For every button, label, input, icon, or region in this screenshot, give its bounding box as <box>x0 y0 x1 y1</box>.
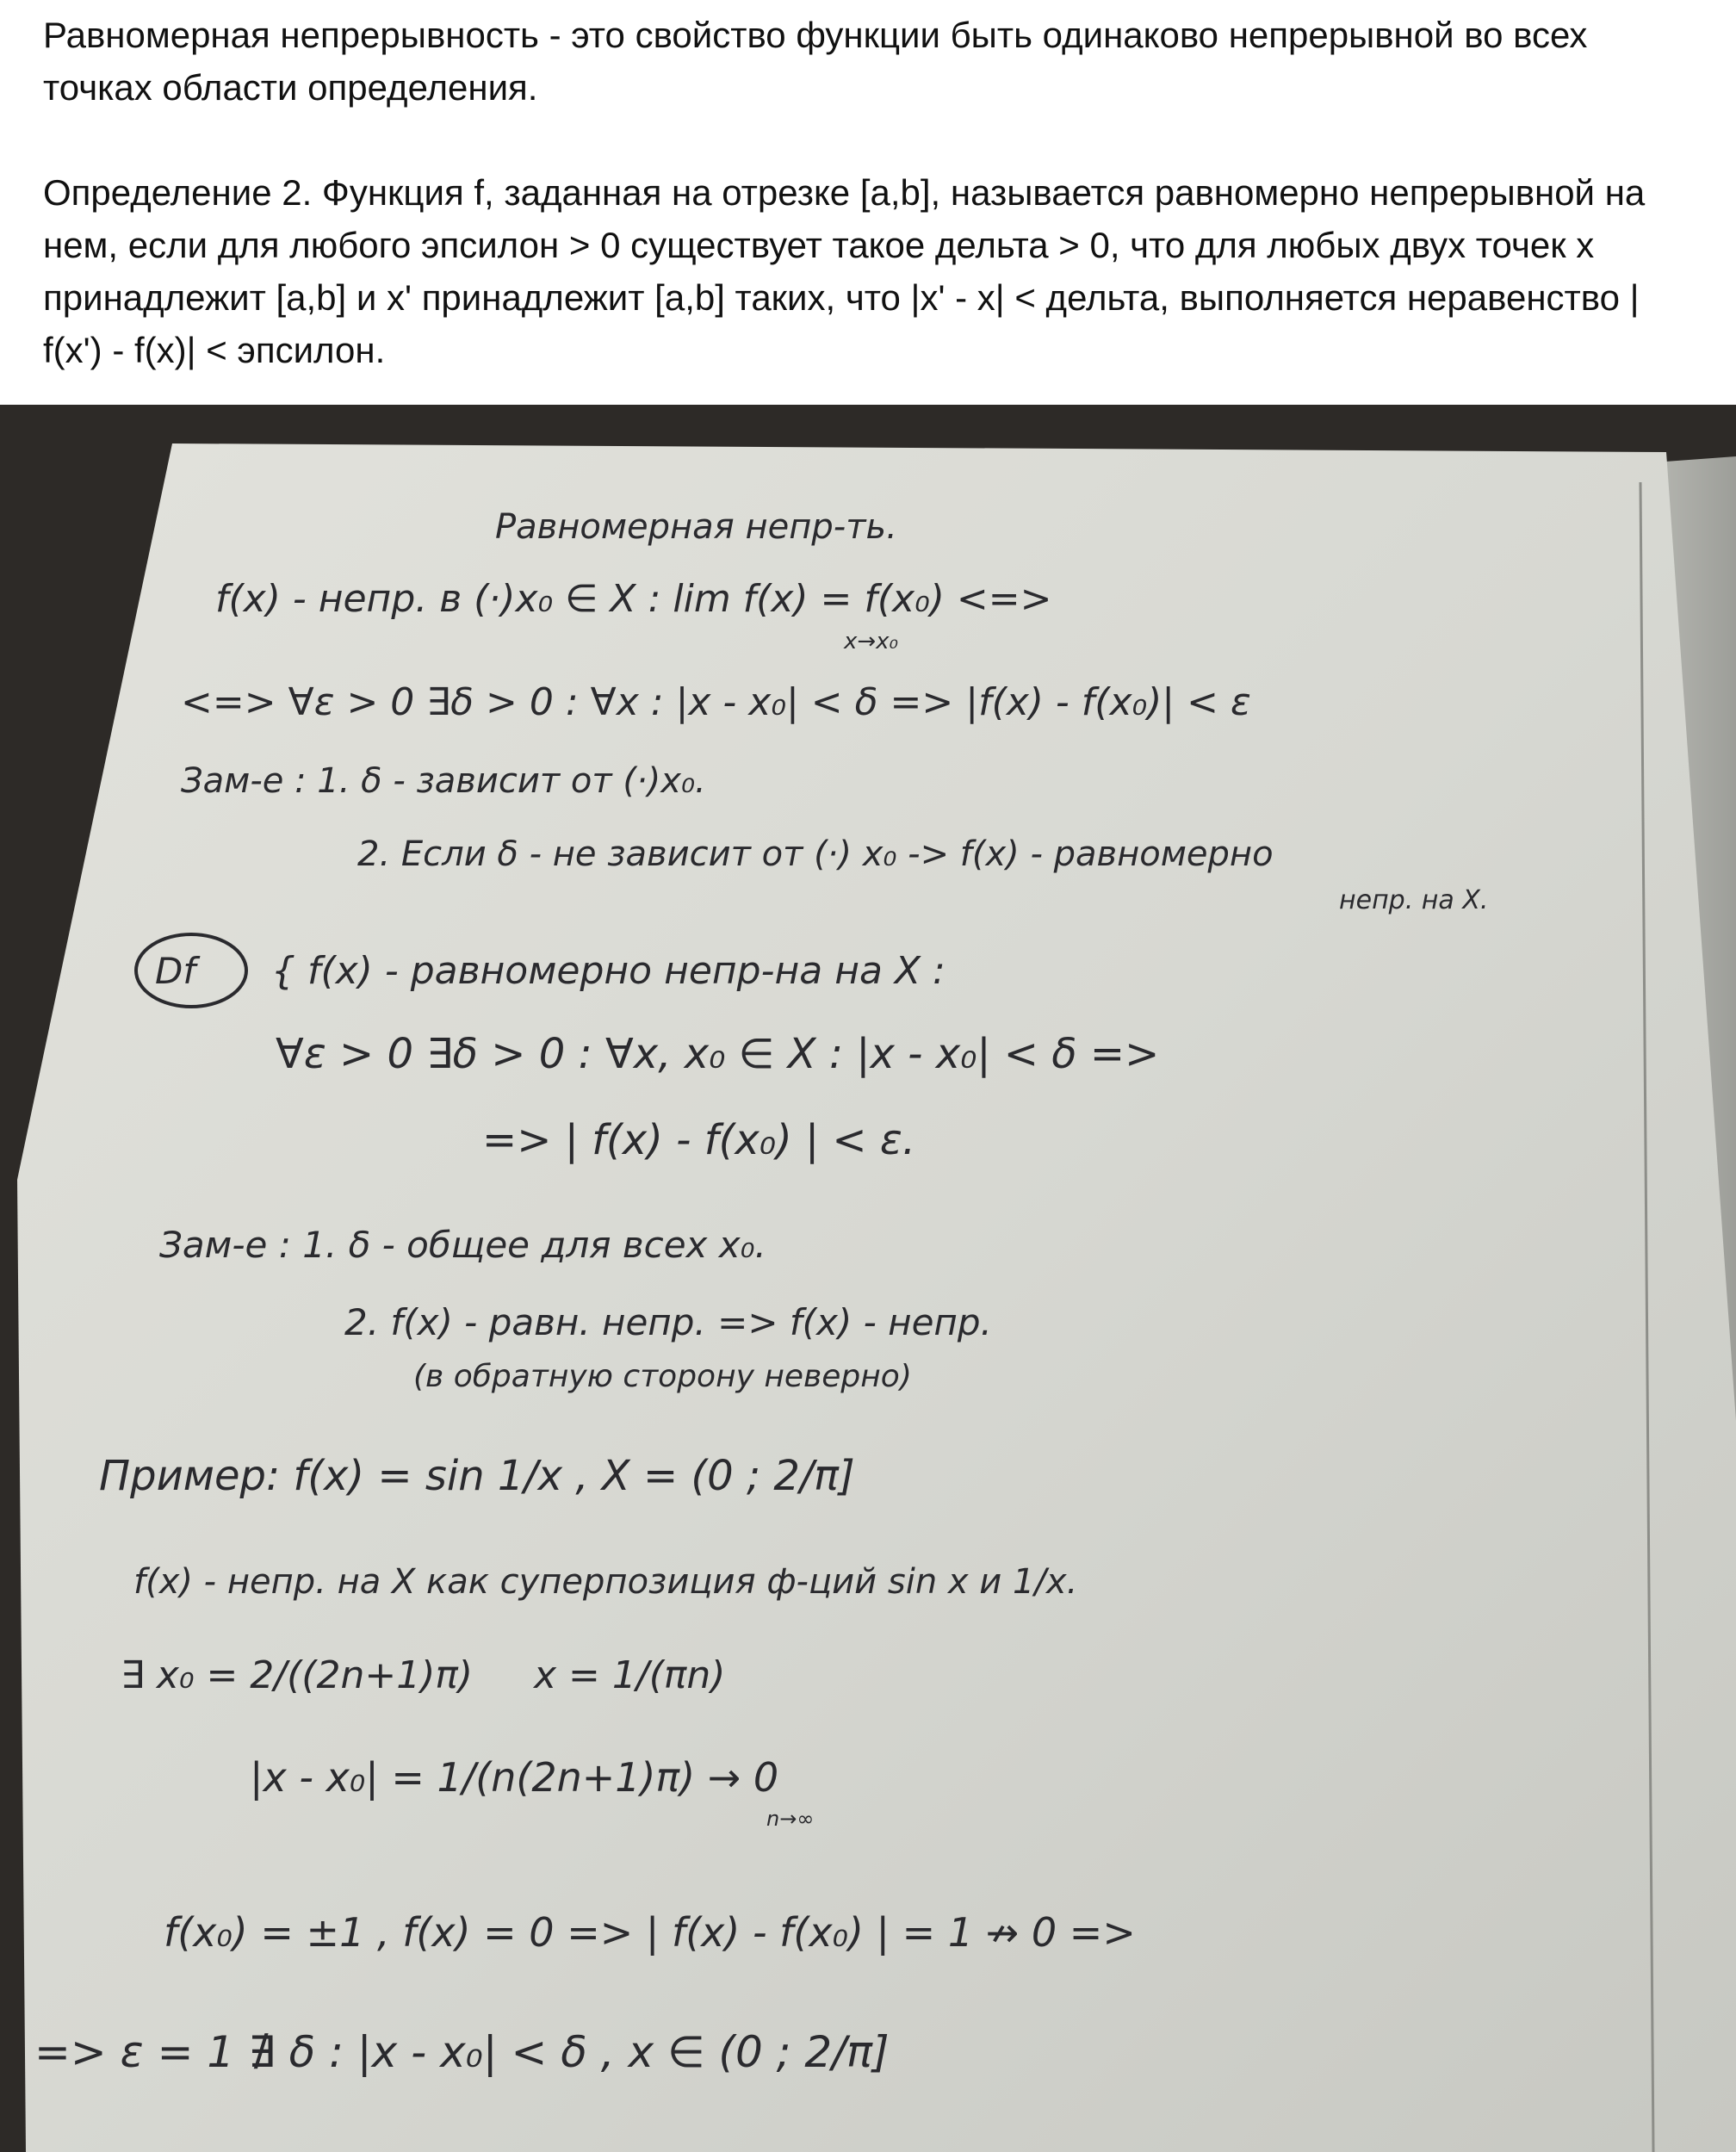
text-block <box>43 9 1705 376</box>
notebook-line-15-sub: n→∞ <box>766 1807 815 1831</box>
notebook-line-5: { f(x) - равномерно непр-на на X : <box>271 949 946 993</box>
notebook-line-7: => | f(x) - f(x₀) | < ε. <box>482 1116 916 1164</box>
definition-paragraph: Определение 2. Функция f, заданная на отрезке [a,b], называется равномерно непрерывной на нем, если для любого эпсилон > 0 существует такое дельта > 0, что для любых двух точек x принадлежит [a,b] и x' принадлежит [a,b] таких, что |x' - x| < дельта, выполняется неравенство | f(x') - f(x)| < эпсилон. <box>43 172 1646 370</box>
notebook-line-1: f(x) - непр. в (·)x₀ ∈ X : lim f(x) = f(x₀) <=> <box>215 577 1052 621</box>
notebook-line-14: x = 1/(πn) <box>534 1653 726 1697</box>
notebook-line-17: => ε = 1 ∄ δ : |x - x₀| < δ , x ∈ (0 ; 2/π] <box>34 2027 890 2077</box>
notebook-line-10: (в обратную сторону неверно) <box>413 1359 912 1394</box>
notebook-line-12: f(x) - непр. на X как суперпозиция ф-ций sin x и 1/x. <box>133 1562 1078 1602</box>
notebook-df-label: Df <box>155 950 196 992</box>
notebook-line-11: Пример: f(x) = sin 1/x , X = (0 ; 2/π] <box>99 1452 855 1500</box>
intro-paragraph: Равномерная непрерывность - это свойство функции быть одинаково непрерывной во всех точках области определения. <box>43 15 1588 108</box>
notebook-line-13: ∃ x₀ = 2/((2n+1)π) <box>121 1653 474 1697</box>
notebook-line-4-cont: непр. на X. <box>1339 885 1489 915</box>
notebook-line-4: 2. Если δ - не зависит от (·) x₀ -> f(x) - равномерно <box>357 834 1274 874</box>
notebook-line-1-sub: x→x₀ <box>844 629 898 654</box>
notebook-line-title: Равномерная непр-ть. <box>495 507 897 547</box>
notebook-line-6: ∀ε > 0 ∃δ > 0 : ∀x, x₀ ∈ X : |x - x₀| < δ => <box>276 1030 1160 1078</box>
notebook-line-15: |x - x₀| = 1/(n(2n+1)π) → 0 <box>250 1754 779 1801</box>
notebook-photo-canvas <box>0 405 1736 2152</box>
notebook-line-8: Зам-е : 1. δ - общее для всех x₀. <box>159 1224 766 1266</box>
notebook-line-2: <=> ∀ε > 0 ∃δ > 0 : ∀x : |x - x₀| < δ => |f(x) - f(x₀)| < ε <box>181 680 1251 724</box>
notebook-line-16: f(x₀) = ±1 , f(x) = 0 => | f(x) - f(x₀) | = 1 ↛ 0 => <box>164 1909 1136 1956</box>
notebook-line-3: Зам-е : 1. δ - зависит от (·)x₀. <box>181 761 706 801</box>
notebook-line-9: 2. f(x) - равн. непр. => f(x) - непр. <box>344 1301 992 1343</box>
notebook-photo <box>0 405 1736 2152</box>
